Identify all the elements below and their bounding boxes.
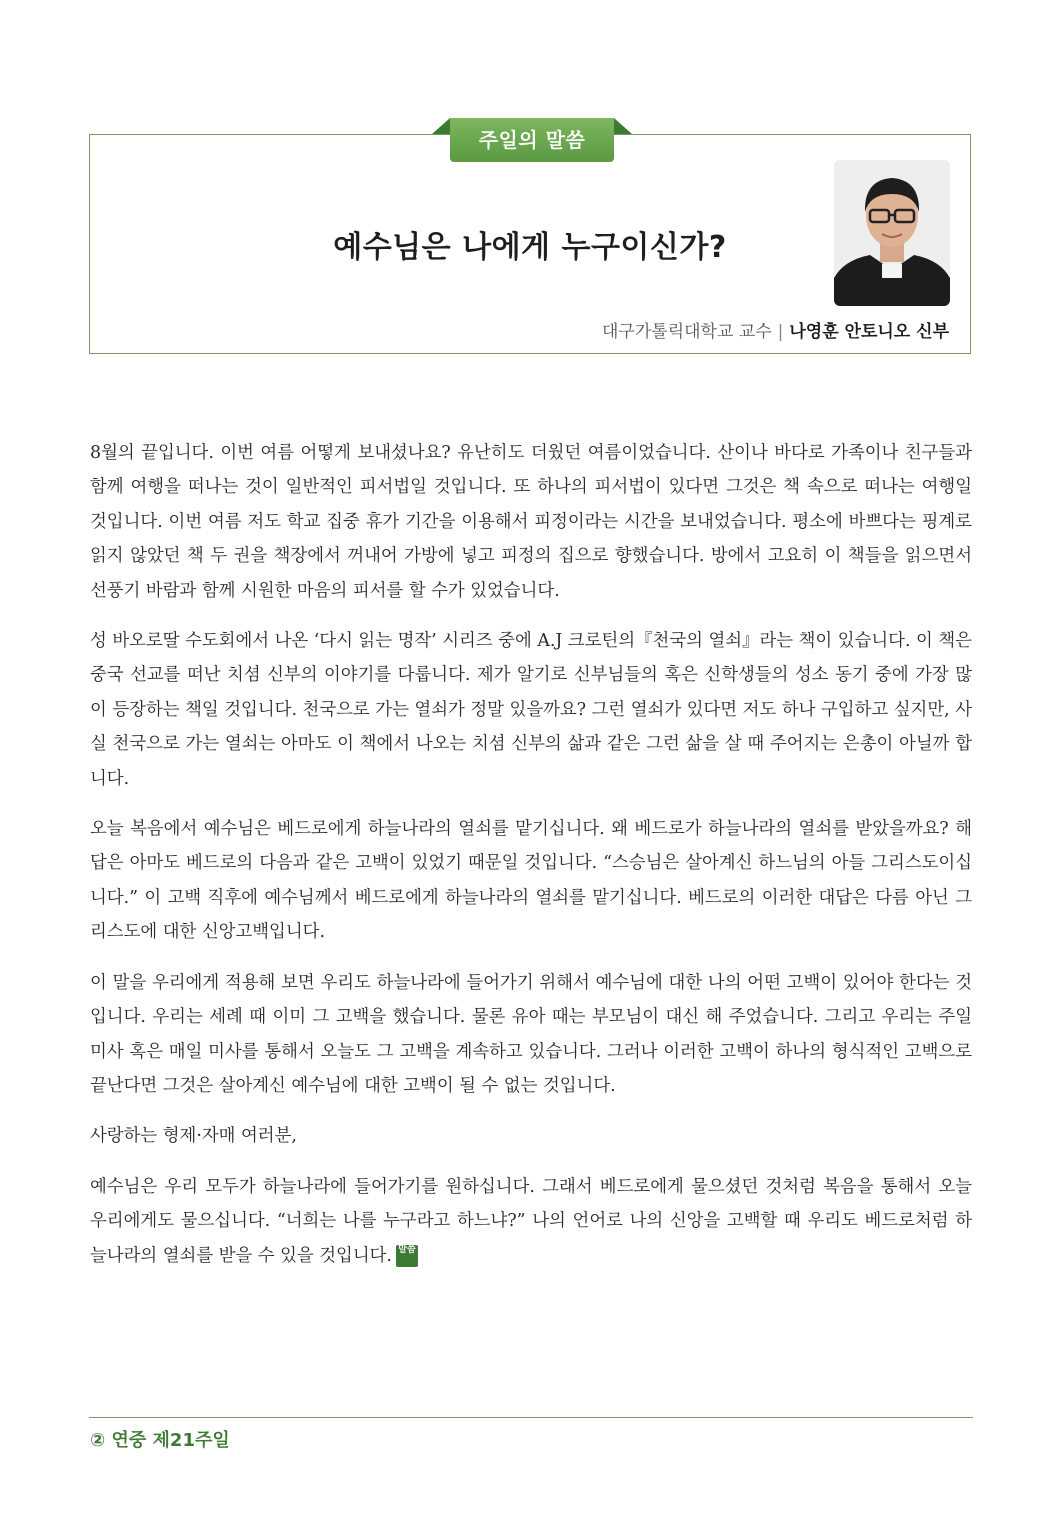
tab-wing-right: [614, 118, 632, 134]
portrait-image: [834, 160, 950, 306]
footer-divider: [89, 1417, 973, 1418]
paragraph-text: 예수님은 우리 모두가 하늘나라에 들어가기를 원하십니다. 그래서 베드로에게 물으셨던 것처럼 복음을 통해서 오늘 우리에게도 물으십니다. “너희는 나를 누구라고 하느냐?” 나의 언어로 나의 신앙을 고백할 때 우리도 베드로처럼 하늘나라의 열쇠를 받을 수 있을 것입니다.: [90, 1176, 972, 1266]
section-tab: 주일의 말씀: [450, 118, 614, 162]
paragraph: 8월의 끝입니다. 이번 여름 어떻게 보내셨나요? 유난히도 더웠던 여름이었습니다. 산이나 바다로 가족이나 친구들과 함께 여행을 떠나는 것이 일반적인 피서법일 것입니다. 또 하나의 피서법이 있다면 그것은 책 속으로 떠나는 여행일 것입니다. 이번 여름 저도 학교 집중 휴가 기간을 이용해서 피정이라는 시간을 보내었습니다. 평소에 바쁘다는 핑계로 읽지 않았던 책 두 권을 책장에서 꺼내어 가방에 넣고 피정의 집으로 향했습니다. 방에서 고요히 이 책들을 읽으면서 선풍기 바람과 함께 시원한 마음의 피서를 할 수가 있었습니다.: [90, 443, 972, 601]
section-tab-wrap: [432, 118, 632, 164]
author-name: 나영훈 안토니오 신부: [789, 322, 949, 342]
paragraph: 성 바오로딸 수도회에서 나온 ‘다시 읽는 명작’ 시리즈 중에 A.J 크로틴의『천국의 열쇠』라는 책이 있습니다. 이 책은 중국 선교를 떠난 치셤 신부의 이야기를 다룹니다. 제가 알기로 신부님들의 혹은 신학생들의 성소 동기 중에 가장 많이 등장하는 책일 것입니다. 천국으로 가는 열쇠가 정말 있을까요? 그런 열쇠가 있다면 저도 하나 구입하고 싶지만, 사실 천국으로 가는 열쇠는 아마도 이 책에서 나오는 치셤 신부의 삶과 같은 그런 삶을 살 때 주어지는 은총이 아닐까 합니다.: [90, 631, 972, 789]
author-separator: |: [777, 322, 784, 342]
author-affiliation: 대구가톨릭대학교 교수: [602, 322, 772, 342]
author-portrait: [834, 160, 950, 306]
paragraph-last: [90, 1170, 972, 1273]
paragraph: 사랑하는 형제·자매 여러분,: [90, 1126, 297, 1147]
page-title: 예수님은 나에게 누구이신가?: [333, 230, 727, 265]
paragraph: 오늘 복음에서 예수님은 베드로에게 하늘나라의 열쇠를 맡기십니다. 왜 베드로가 하늘나라의 열쇠를 받았을까요? 해답은 아마도 베드로의 다음과 같은 고백이 있었기 때문일 것입니다. “스승님은 살아계신 하느님의 아들 그리스도이십니다.” 이 고백 직후에 예수님께서 베드로에게 하늘나라의 열쇠를 맡기십니다. 베드로의 이러한 대답은 다름 아닌 그리스도에 대한 신앙고백입니다.: [90, 819, 972, 943]
article-body: [90, 436, 972, 1289]
tab-wing-left: [432, 118, 450, 134]
footer-page-label: ② 연중 제21주일: [90, 1430, 230, 1451]
author-line: [602, 317, 949, 342]
end-mark-seal: 말씀: [396, 1245, 418, 1267]
paragraph: 이 말을 우리에게 적용해 보면 우리도 하늘나라에 들어가기 위해서 예수님에 대한 나의 어떤 고백이 있어야 한다는 것입니다. 우리는 세례 때 이미 그 고백을 했습니다. 물론 유아 때는 부모님이 대신 해 주었습니다. 그리고 우리는 주일 미사 혹은 매일 미사를 통해서 오늘도 그 고백을 계속하고 있습니다. 그러나 이러한 고백이 하나의 형식적인 고백으로 끝난다면 그것은 살아계신 예수님에 대한 고백이 될 수 없는 것입니다.: [90, 972, 972, 1096]
